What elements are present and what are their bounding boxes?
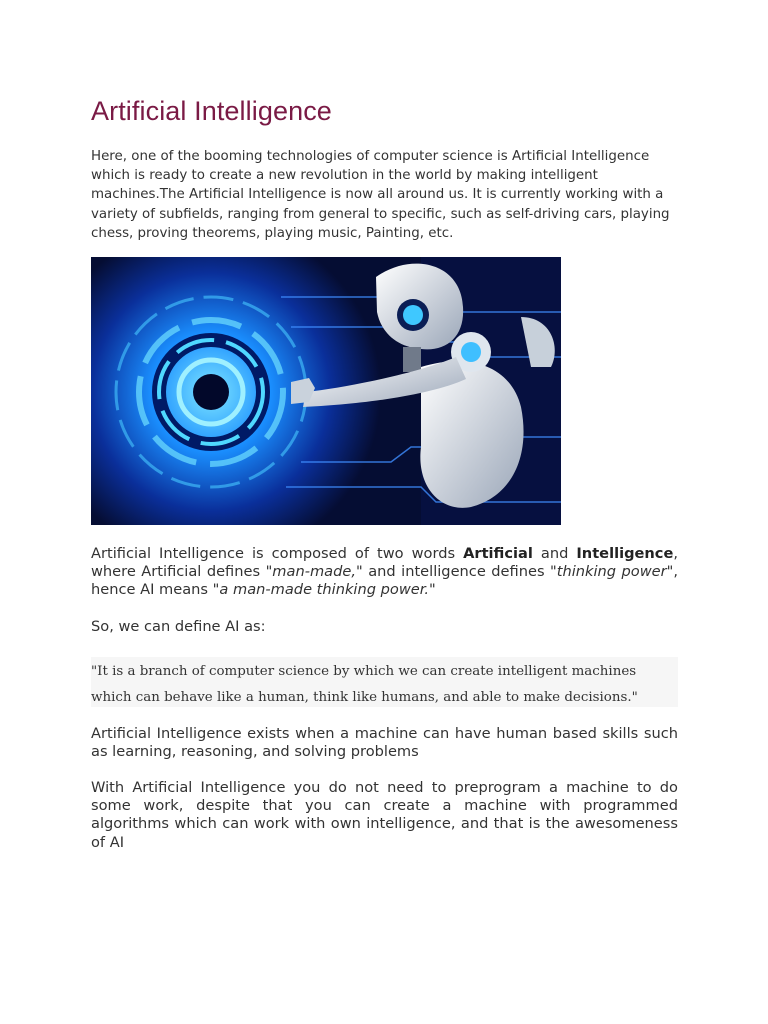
composed-paragraph: Artificial Intelligence is composed of two words Artificial and Intelligence, where Artificial defines "man-made," and intelligence defines "thinking power", hence AI means "a man-made thinking power.": [91, 545, 678, 599]
preprogram-paragraph: With Artificial Intelligence you do not need to preprogram a machine to do some work, despite that you can create a machine with programmed algorithms which can work with own intelligence, and that is the awesomeness of AI: [91, 779, 678, 851]
ai-robot-image: [91, 257, 561, 525]
intro-paragraph: Here, one of the booming technologies of computer science is Artificial Intelligence which is ready to create a new revolution in the world by making intelligent machines.The Artificial Intelligence is now all around us. It is currently working with a variety of subfields, ranging from general to specific, such as self-driving cars, playing chess, proving theorems, playing music, Painting, etc.: [91, 149, 670, 241]
exists-paragraph: Artificial Intelligence exists when a machine can have human based skills such as learning, reasoning, and solving problems: [91, 725, 678, 761]
definition-quote: "It is a branch of computer science by which we can create intelligent machines which can behave like a human, think like humans, and able to make decisions.": [91, 657, 678, 707]
define-lead: So, we can define AI as:: [91, 618, 266, 635]
page-title: Artificial Intelligence: [91, 96, 332, 126]
